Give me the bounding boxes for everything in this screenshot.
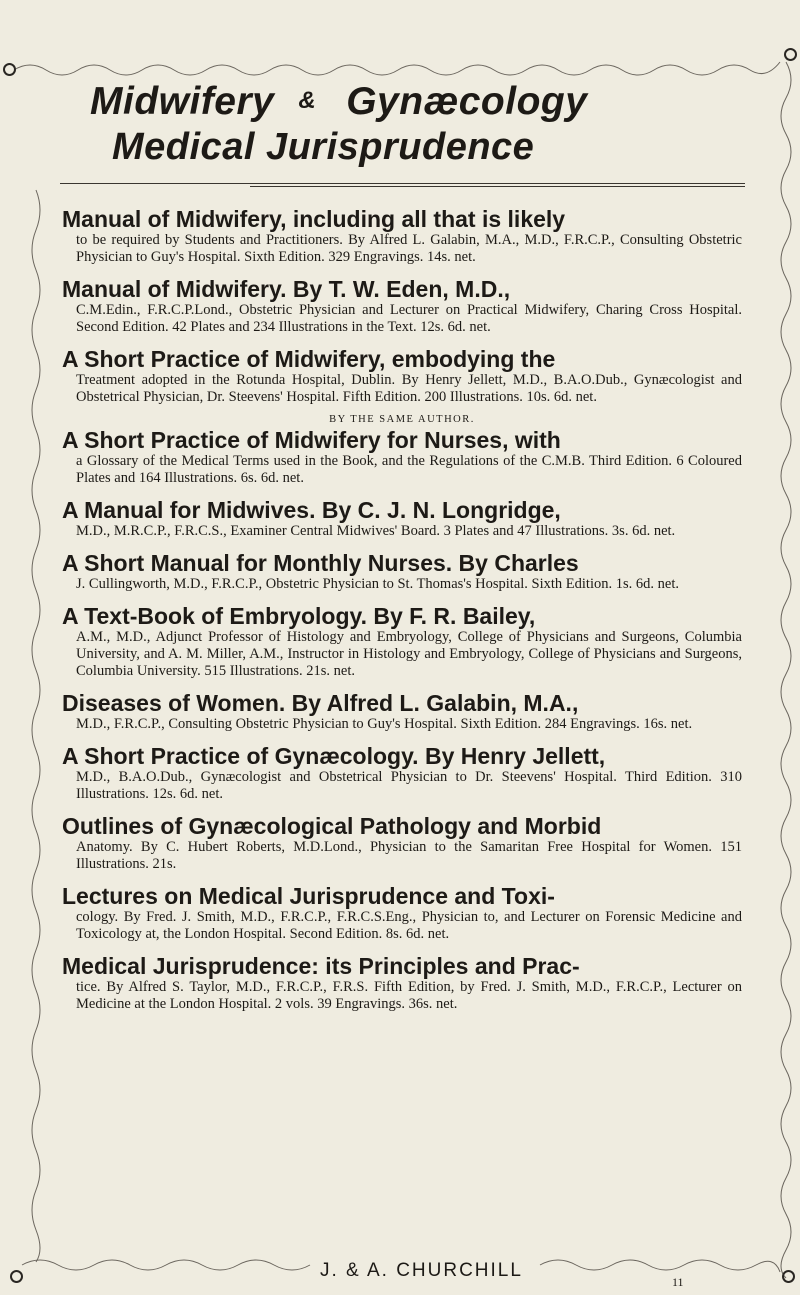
book-list	[62, 206, 742, 1023]
heading-gynaecology: Gynæcology	[346, 80, 588, 123]
heading-rule-top	[60, 183, 745, 184]
book-description: M.D., B.A.O.Dub., Gynæcologist and Obstetrical Physician to Dr. Steevens' Hospital. Third Edition. 310 Illustrations. 12s. 6d. net.	[76, 769, 742, 802]
book-entry	[62, 813, 742, 873]
book-description: cology. By Fred. J. Smith, M.D., F.R.C.P., F.R.C.S.Eng., Physician to, and Lecturer on Forensic Medicine and Toxicology at, the London Hospital. Second Edition. 8s. 6d. net.	[76, 909, 742, 942]
book-entry	[62, 743, 742, 803]
book-title: Medical Jurisprudence: its Principles and Prac-	[62, 953, 580, 979]
book-description: A.M., M.D., Adjunct Professor of Histology and Embryology, College of Physicians and Surgeons, Columbia University, and A. M. Miller, A.M., Instructor in Histology and Embryology, College of Physicians and Surgeons, Columbia University. 515 Illustrations. 21s. net.	[76, 629, 742, 679]
heading-ampersand: &	[298, 87, 317, 114]
corner-ornament-top-right	[784, 48, 797, 61]
book-description: M.D., F.R.C.P., Consulting Obstetric Physician to Guy's Hospital. Sixth Edition. 284 Engravings. 16s. net.	[76, 716, 693, 732]
book-entry	[62, 206, 742, 266]
book-entry	[62, 346, 742, 406]
book-title: Manual of Midwifery, including all that is likely	[62, 206, 566, 232]
page-number: 11	[672, 1275, 684, 1289]
book-description: Anatomy. By C. Hubert Roberts, M.D.Lond., Physician to the Samaritan Free Hospital for Women. 151 Illustrations. 21s.	[76, 839, 742, 872]
book-description: M.D., M.R.C.P., F.R.C.S., Examiner Central Midwives' Board. 3 Plates and 47 Illustrations. 3s. 6d. net.	[76, 523, 676, 539]
page-heading-line2: Medical Jurisprudence	[112, 126, 535, 168]
page-heading-line1	[90, 80, 750, 124]
book-description: to be required by Students and Practitioners. By Alfred L. Galabin, M.A., M.D., F.R.C.P., Consulting Obstetric Physician to Guy's Hospital. Sixth Edition. 329 Engravings. 14s. net.	[76, 232, 742, 265]
book-title: Lectures on Medical Jurisprudence and Toxi-	[62, 883, 555, 909]
book-title: A Manual for Midwives. By C. J. N. Longridge,	[62, 497, 561, 523]
book-title: A Short Practice of Midwifery, embodying the	[62, 346, 556, 372]
book-title: Outlines of Gynæcological Pathology and Morbid	[62, 813, 602, 839]
corner-ornament-top-left	[3, 63, 16, 76]
book-entry	[62, 414, 742, 487]
book-title: A Short Practice of Midwifery for Nurses, with	[62, 427, 561, 453]
book-description: a Glossary of the Medical Terms used in the Book, and the Regulations of the C.M.B. Third Edition. 6 Coloured Plates and 164 Illustrations. 6s. 6d. net.	[76, 453, 742, 486]
book-description: tice. By Alfred S. Taylor, M.D., F.R.C.P., F.R.S. Fifth Edition, by Fred. J. Smith, M.D., F.R.C.P., Lecturer on Medicine at the London Hospital. 2 vols. 39 Engravings. 36s. net.	[76, 979, 742, 1012]
corner-ornament-bottom-left	[10, 1270, 23, 1283]
book-entry	[62, 883, 742, 943]
book-entry	[62, 550, 742, 593]
book-entry	[62, 276, 742, 336]
book-title: A Short Practice of Gynæcology. By Henry Jellett,	[62, 743, 606, 769]
book-description: C.M.Edin., F.R.C.P.Lond., Obstetric Physician and Lecturer on Practical Midwifery, Charing Cross Hospital. Second Edition. 42 Plates and 234 Illustrations in the Text. 12s. 6d. net.	[76, 302, 742, 335]
book-entry	[62, 953, 742, 1013]
book-description: Treatment adopted in the Rotunda Hospital, Dublin. By Henry Jellett, M.D., B.A.O.Dub., Gynæcologist and Obstetrical Physician, Dr. Steevens' Hospital. Fifth Edition. 200 Illustrations. 10s. 6d. net.	[76, 372, 742, 405]
book-title: A Short Manual for Monthly Nurses. By Charles	[62, 550, 579, 576]
book-entry	[62, 603, 742, 680]
book-title: A Text-Book of Embryology. By F. R. Bailey,	[62, 603, 536, 629]
book-title: Manual of Midwifery. By T. W. Eden, M.D.,	[62, 276, 511, 302]
book-entry	[62, 690, 742, 733]
book-description: J. Cullingworth, M.D., F.R.C.P., Obstetric Physician to St. Thomas's Hospital. Sixth Edition. 1s. 6d. net.	[76, 576, 679, 592]
book-title: Diseases of Women. By Alfred L. Galabin, M.A.,	[62, 690, 579, 716]
heading-midwifery: Midwifery	[90, 80, 275, 123]
book-entry	[62, 497, 742, 540]
heading-rule-bottom	[250, 186, 745, 187]
corner-ornament-bottom-right	[782, 1270, 795, 1283]
publisher-imprint: J. & A. CHURCHILL	[320, 1260, 523, 1281]
by-same-author-note: BY THE SAME AUTHOR.	[329, 414, 475, 425]
